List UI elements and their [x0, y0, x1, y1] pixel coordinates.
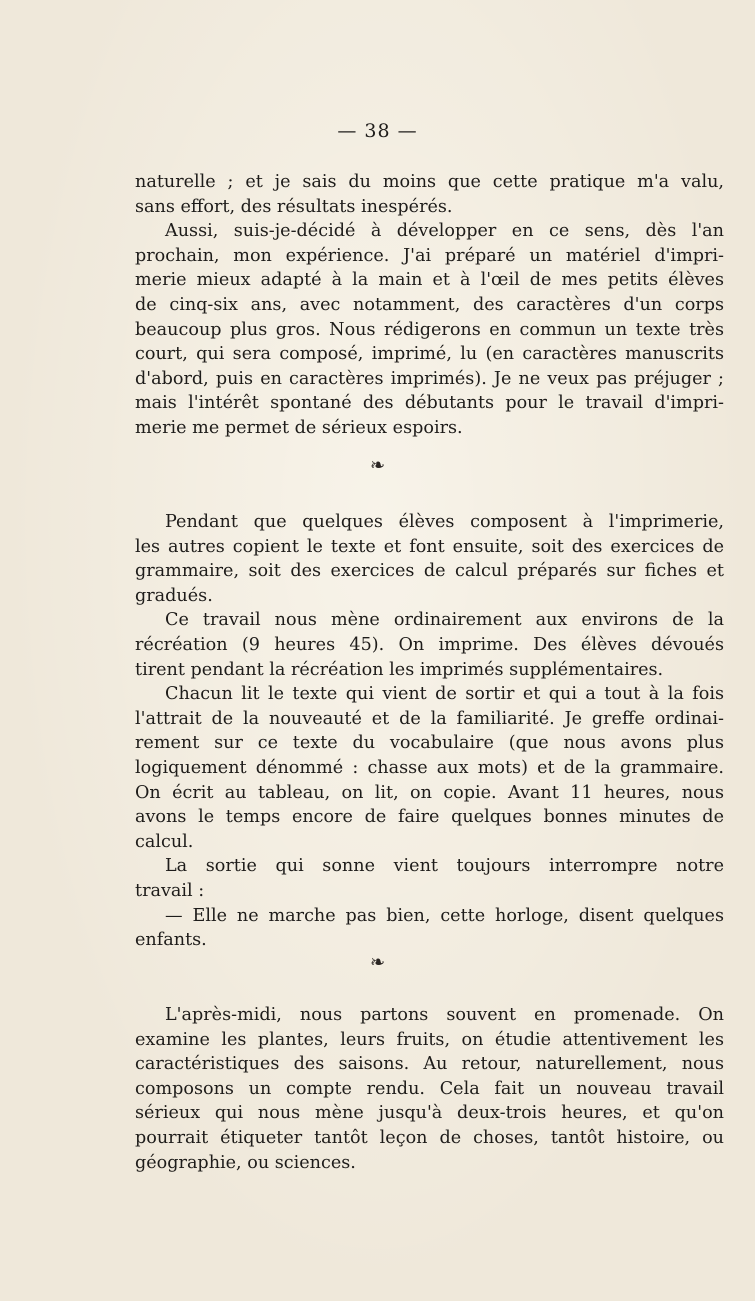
text-line: La sortie qui sonne vient toujours interrompre notre	[165, 856, 724, 877]
paragraph-block-2	[135, 510, 724, 953]
text-line: beaucoup plus gros. Nous rédigerons en commun un texte très	[135, 319, 724, 340]
text-line: court, qui sera composé, imprimé, lu (en caractères manuscrits	[135, 344, 724, 365]
paragraph-block-3	[135, 1003, 724, 1175]
text-line: — Elle ne marche pas bien, cette horloge, disent quelques	[165, 905, 724, 926]
text-line: merie me permet de sérieux espoirs.	[135, 417, 463, 438]
text-line: d'abord, puis en caractères imprimés). Je ne veux pas préjuger ;	[135, 368, 724, 389]
text-line: sérieux qui nous mène jusqu'à deux-trois heures, et qu'on	[135, 1103, 724, 1124]
text-line: enfants.	[135, 930, 207, 951]
text-line: calcul.	[135, 831, 194, 852]
text-line: examine les plantes, leurs fruits, on étudie attentivement les	[135, 1029, 724, 1050]
paragraph-block-1	[135, 170, 724, 441]
text-line: merie mieux adapté à la main et à l'œil de mes petits élèves	[135, 270, 724, 291]
text-line: tirent pendant la récréation les imprimés supplémentaires.	[135, 659, 664, 680]
text-line: Aussi, suis-je-décidé à développer en ce sens, dès l'an	[165, 221, 724, 242]
text-line: l'attrait de la nouveauté et de la familiarité. Je greffe ordinai-	[135, 708, 724, 729]
text-line: naturelle ; et je sais du moins que cette pratique m'a valu,	[135, 172, 724, 192]
text-line: pourrait étiqueter tantôt leçon de choses, tantôt histoire, ou	[135, 1127, 724, 1148]
text-line: rement sur ce texte du vocabulaire (que nous avons plus	[135, 733, 724, 754]
text-line: On écrit au tableau, on lit, on copie. Avant 11 heures, nous	[135, 782, 724, 803]
text-line: gradués.	[135, 585, 213, 606]
text-line: Chacun lit le texte qui vient de sortir et qui a tout à la fois	[165, 684, 724, 705]
text-line: travail :	[135, 880, 205, 901]
text-line: L'après-midi, nous partons souvent en promenade. On	[165, 1005, 724, 1025]
text-line: récréation (9 heures 45). On imprime. Des élèves dévoués	[135, 634, 724, 655]
ornament-divider-icon: ❧	[369, 455, 386, 476]
text-line: grammaire, soit des exercices de calcul préparés sur fiches et	[135, 561, 724, 582]
text-line: les autres copient le texte et font ensuite, soit des exercices de	[135, 536, 724, 557]
text-line: mais l'intérêt spontané des débutants pour le travail d'impri-	[135, 393, 724, 414]
text-line: géographie, ou sciences.	[135, 1152, 356, 1173]
text-line: avons le temps encore de faire quelques bonnes minutes de	[135, 807, 724, 828]
text-line: de cinq-six ans, avec notamment, des caractères d'un corps	[135, 294, 724, 315]
text-line: sans effort, des résultats inespérés.	[135, 196, 453, 217]
text-line: Ce travail nous mène ordinairement aux environs de la	[165, 610, 724, 631]
text-line: prochain, mon expérience. J'ai préparé un matériel d'impri-	[135, 245, 724, 266]
text-line: composons un compte rendu. Cela fait un nouveau travail	[135, 1078, 724, 1099]
page-number: — 38 —	[337, 120, 418, 142]
text-line: Pendant que quelques élèves composent à l'imprimerie,	[165, 512, 724, 532]
ornament-divider-icon: ❧	[369, 952, 386, 973]
text-line: logiquement dénommé : chasse aux mots) et de la grammaire.	[135, 757, 724, 778]
text-line: caractéristiques des saisons. Au retour, naturellement, nous	[135, 1054, 724, 1075]
